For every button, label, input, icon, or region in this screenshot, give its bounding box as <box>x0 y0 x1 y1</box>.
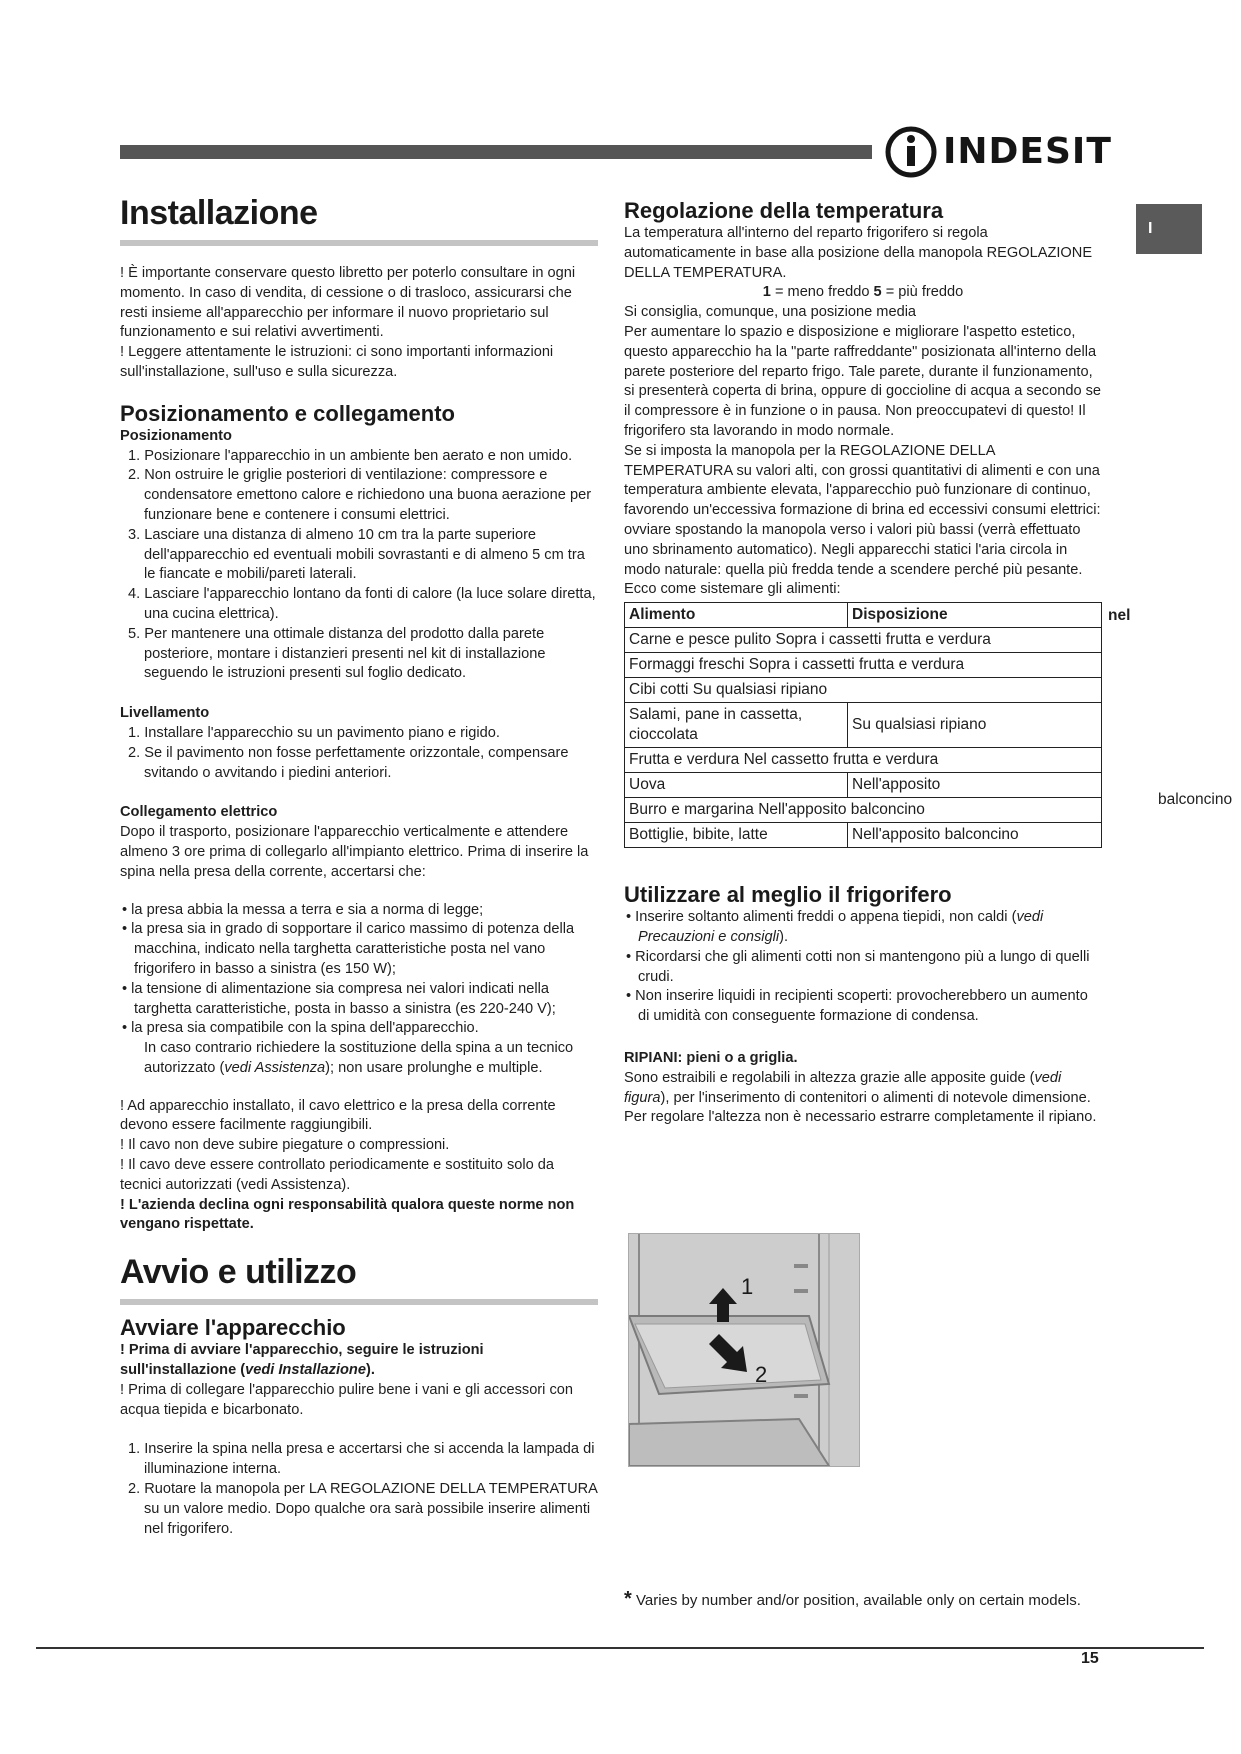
shelf-illustration <box>629 1234 859 1466</box>
text: • Inserire soltanto alimenti freddi o appena tiepidi, non caldi ( <box>626 909 1017 926</box>
text: Sono estraibili e regolabili in altezza grazie alle apposite guide ( <box>624 1069 1035 1086</box>
regolazione-p4: Se si imposta la manopola per la REGOLAZIONE DELLA TEMPERATURA su valori alti, con grossi quantitativi di alimenti e con una temperatura ambiente elevata, l'apparecchio può funzionare di continuo, favorendo un'eccessiva formazione di brina ed eccessivi consumi elettrici: ovviare spostando la manopola verso i valori più bassi (verrà effettuato uno sbrinamento automatico). Negli apparecchi statici l'aria circola in modo naturale: quella più fredda tende a scendere perché più pesante. Ecco come sistemare gli alimenti: <box>624 442 1101 598</box>
text: = meno freddo <box>770 284 874 301</box>
text: ), per l'inserimento di contenitori o alimenti di notevole dimensione. Per regolare l'altezza non è necessario estrarre completamente il ripiano. <box>624 1089 1097 1126</box>
reference-precauzioni: vedi Precauzioni e consigli <box>638 909 1044 945</box>
table-row <box>625 628 1102 653</box>
avvio-bold-note <box>120 1341 598 1381</box>
subtitle-posizionamento: Posizionamento <box>120 427 232 444</box>
list-item: • Ricordarsi che gli alimenti cotti non si mantengono più a lungo di quelli crudi. <box>626 948 1090 985</box>
table-row <box>625 823 1102 848</box>
table-row <box>625 748 1102 773</box>
table-cell: Uova <box>625 773 848 798</box>
language-tab <box>1136 204 1202 254</box>
text: In caso contrario richiedere la sostituzione della spina a un tecnico autorizzato ( <box>144 1040 574 1076</box>
shelf-figure <box>628 1233 860 1467</box>
collegamento-intro: Dopo il trasporto, posizionare l'apparecchio verticalmente e attendere almeno 3 ore prima di collegarlo all'impianto elettrico. Prima di inserire la spina nella presa della corrente, accertarsi che: <box>120 824 589 880</box>
table-cell: Salami, pane in cassetta, cioccolata <box>625 703 848 748</box>
table-cell: Nell'apposito <box>848 773 1102 798</box>
list-item: • la presa sia in grado di sopportare il carico massimo di potenza della macchina, indicato nella targhetta caratteristiche posta nel vano frigorifero in basso a sinistra (es 150 W); <box>122 921 575 977</box>
scale-min: 1 <box>762 284 771 301</box>
table-overflow-text: nel <box>1108 607 1131 625</box>
subtitle-livellamento: Livellamento <box>120 705 210 722</box>
section-title-installazione: Installazione <box>120 194 318 232</box>
footnote-star: * <box>624 1588 632 1610</box>
list-item: 2. Se il pavimento non fosse perfettamente orizzontale, compensare svitando o avvitando i piedini anteriori. <box>128 744 569 781</box>
table-header-row <box>625 603 1102 628</box>
header-bar <box>120 145 872 159</box>
text: ). <box>365 1362 375 1379</box>
footer-rule <box>36 1647 1204 1649</box>
list-item: • la presa sia compatibile con la spina dell'apparecchio. <box>122 1020 479 1037</box>
table-cell: Frutta e verdura Nel cassetto frutta e verdura <box>625 748 1102 773</box>
table-cell: Bottiglie, bibite, latte <box>625 823 848 848</box>
bold-warning: ! L'azienda declina ogni responsabilità qualora queste norme non vengano rispettate. <box>120 1196 575 1233</box>
reference-installazione: vedi Installazione <box>245 1362 366 1379</box>
collegamento-bullets <box>120 901 598 1040</box>
text: ! Prima di avviare l'apparecchio, seguire le istruzioni sull'installazione ( <box>120 1342 484 1379</box>
figure-label-2: 2 <box>755 1362 768 1387</box>
table-overflow-text: balconcino <box>1158 791 1233 809</box>
list-item: 1. Installare l'apparecchio su un pavimento piano e rigido. <box>128 724 500 741</box>
intro-paragraph: ! Leggere attentamente le istruzioni: ci sono importanti informazioni sull'installazione, sull'uso e sulla sicurezza. <box>120 344 554 380</box>
intro-paragraph: ! È importante conservare questo libretto per poterlo consultare in ogni momento. In caso di vendita, di cessione o di trasloco, assicurarsi che resti insieme all'apparecchio per informare il nuovo proprietario sul funzionamento e sui relativi avvertimenti. <box>120 265 576 341</box>
section-title-posizionamento: Posizionamento e collegamento <box>120 400 455 426</box>
section-title-regolazione: Regolazione della temperatura <box>624 198 944 223</box>
indesit-logo-icon <box>885 122 941 182</box>
posizionamento-list <box>120 447 598 685</box>
section-title-utilizzare: Utilizzare al meglio il frigorifero <box>624 882 952 908</box>
table-cell: Burro e margarina Nell'apposito balconcino <box>625 798 1102 823</box>
list-item: 3. Lasciare una distanza di almeno 10 cm tra la parte superiore dell'apparecchio ed eventuali mobili sovrastanti e di almeno 5 cm tra le fiancate e mobili/pareti laterali. <box>128 526 585 583</box>
figure-label-1: 1 <box>741 1274 754 1299</box>
list-item: 2. Non ostruire le griglie posteriori di ventilazione: compressore e condensatore emettono calore e richiedono una buona aerazione per funzionare bene e contenere i consumi elettrici. <box>128 467 592 523</box>
collegamento-extra <box>120 1039 598 1079</box>
reference-assistenza: vedi Assistenza <box>224 1059 326 1076</box>
table-cell: Su qualsiasi ripiano <box>848 703 1102 748</box>
footnote-text: Varies by number and/or position, available only on certain models. <box>631 1592 1081 1609</box>
avvio-note: ! Prima di collegare l'apparecchio pulire bene i vani e gli accessori con acqua tiepida e bicarbonato. <box>120 1381 573 1418</box>
page-number: 15 <box>1081 1650 1099 1667</box>
warning: ! Ad apparecchio installato, il cavo elettrico e la presa della corrente devono essere facilmente raggiungibili. <box>120 1097 556 1134</box>
list-item: 1. Inserire la spina nella presa e accertarsi che si accenda la lampada di illuminazione interna. <box>128 1441 595 1478</box>
subtitle-ripiani: RIPIANI: pieni o a griglia. <box>624 1049 798 1066</box>
warning: ! Il cavo deve essere controllato periodicamente e sostituito solo da tecnici autorizzati (vedi Assistenza). <box>120 1157 555 1193</box>
subtitle-avviare: Avviare l'apparecchio <box>120 1315 346 1341</box>
livellamento-list <box>120 724 598 783</box>
table-cell: Nell'apposito balconcino <box>848 823 1102 848</box>
list-item: 2. Ruotare la manopola per LA REGOLAZIONE DELLA TEMPERATURA su un valore medio. Dopo qualche ora sarà possibile inserire alimenti nel frigorifero. <box>128 1481 598 1537</box>
list-item: 1. Posizionare l'apparecchio in un ambiente ben aerato e non umido. <box>128 447 573 464</box>
scale-max: 5 <box>873 284 882 301</box>
table-row <box>625 653 1102 678</box>
table-cell: Formaggi freschi Sopra i cassetti frutta e verdura <box>625 653 1102 678</box>
brand-name: INDESIT <box>943 131 1112 172</box>
text: ); non usare prolunghe e multiple. <box>325 1059 543 1076</box>
regolazione-p3: Per aumentare lo spazio e disposizione e migliorare l'aspetto estetico, questo apparecchio ha la "parte raffreddante" posizionata all'interno della parete posteriore del reparto frigo. Tale parete, durante il funzionamento, si presenterà coperta di brina, oppure di goccioline di acqua a secondo se il compressore è in funzione o in pausa. Non preoccupatevi di questo! Il frigorifero sta lavorando in modo normale. <box>624 323 1102 439</box>
avvio-list <box>120 1440 598 1539</box>
brand-logo <box>885 122 1112 182</box>
list-item <box>624 908 1102 948</box>
text: = più freddo <box>881 284 964 301</box>
list-item: 5. Per mantenere una ottimale distanza del prodotto dalla parete posteriore, montare i distanzieri presenti nel kit di installazione seguendo le istruzioni presenti sul foglio dedicato. <box>128 625 546 682</box>
list-item: 4. Lasciare l'apparecchio lontano da fonti di calore (la luce solare diretta, una cucina elettrica). <box>128 586 596 622</box>
table-row <box>625 773 1102 798</box>
table-header-cell: Disposizione <box>848 603 1102 628</box>
food-table-wrap <box>624 602 1233 848</box>
reference-figura: vedi figura <box>624 1069 1062 1106</box>
utilizzare-bullets <box>624 908 1102 1027</box>
footnote <box>624 1588 1084 1612</box>
section-title-avvio: Avvio e utilizzo <box>120 1253 357 1292</box>
list-item: • la tensione di alimentazione sia compresa nei valori indicati nella targhetta caratteristiche, posta in basso a sinistra (es 220-240 V); <box>122 980 556 1017</box>
right-column <box>624 198 1233 1128</box>
regolazione-p2: Si consiglia, comunque, una posizione media <box>624 304 917 321</box>
table-cell: Cibi cotti Su qualsiasi ripiano <box>625 678 1102 703</box>
table-cell: Carne e pesce pulito Sopra i cassetti frutta e verdura <box>625 628 1102 653</box>
table-row <box>625 678 1102 703</box>
list-item: • Non inserire liquidi in recipienti scoperti: provocherebbero un aumento di umidità con conseguente formazione di condensa. <box>626 988 1088 1025</box>
table-row <box>625 703 1102 748</box>
table-header-cell: Alimento <box>625 603 848 628</box>
warning: ! Il cavo non deve subire piegature o compressioni. <box>120 1137 450 1154</box>
text: ). <box>779 928 789 945</box>
food-table <box>624 602 1102 848</box>
list-item: • la presa abbia la messa a terra e sia a norma di legge; <box>122 901 484 918</box>
left-column <box>120 192 598 1539</box>
subtitle-collegamento: Collegamento elettrico <box>120 804 278 821</box>
temperature-scale <box>624 283 1102 303</box>
regolazione-p1: La temperatura all'interno del reparto frigorifero si regola automaticamente in base alla posizione della manopola REGOLAZIONE DELLA TEMPERATURA. <box>624 225 1093 281</box>
ripiani-paragraph <box>624 1069 1102 1128</box>
table-row <box>625 798 1102 823</box>
language-tab-label: I <box>1148 220 1153 237</box>
